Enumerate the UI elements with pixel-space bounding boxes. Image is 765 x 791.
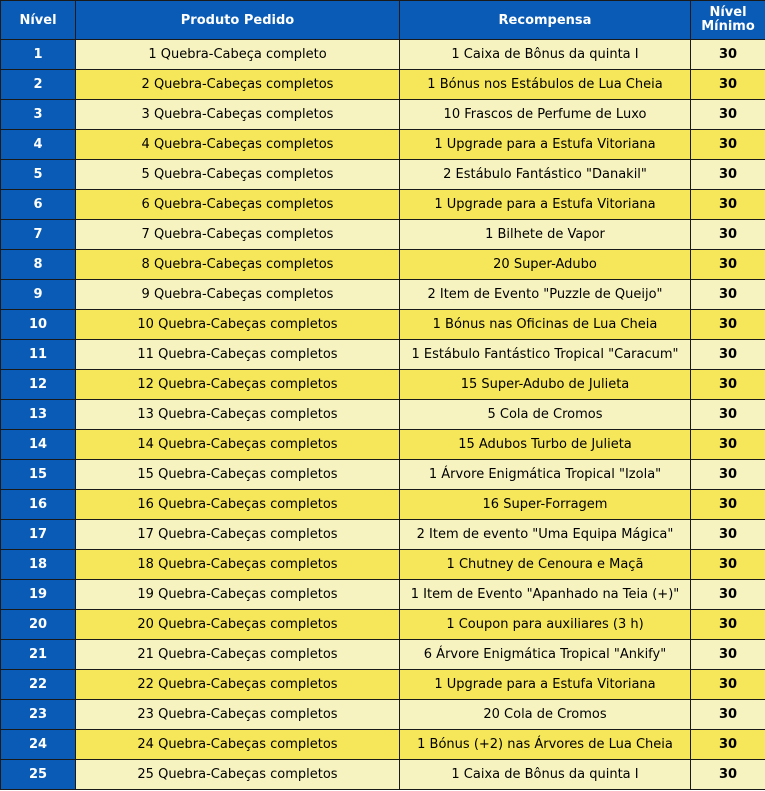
recompensa-cell: 2 Item de evento "Uma Equipa Mágica": [400, 520, 691, 550]
table-row: [1, 730, 765, 760]
table-row: [1, 370, 765, 400]
table-row: [1, 250, 765, 280]
nivel-cell: 7: [1, 220, 76, 250]
recompensa-cell: 1 Chutney de Cenoura e Maçã: [400, 550, 691, 580]
nivel-minimo-cell: 30: [691, 190, 765, 220]
nivel-minimo-cell: 30: [691, 40, 765, 70]
recompensa-cell: 1 Bilhete de Vapor: [400, 220, 691, 250]
nivel-minimo-cell: 30: [691, 160, 765, 190]
nivel-minimo-cell: 30: [691, 70, 765, 100]
table-row: [1, 550, 765, 580]
nivel-cell: 11: [1, 340, 76, 370]
table-row: [1, 160, 765, 190]
nivel-cell: 5: [1, 160, 76, 190]
header-nivel-minimo: [691, 1, 765, 40]
header-row: [1, 1, 765, 40]
produto-cell: 17 Quebra-Cabeças completos: [76, 520, 400, 550]
recompensa-cell: 10 Frascos de Perfume de Luxo: [400, 100, 691, 130]
nivel-minimo-cell: 30: [691, 340, 765, 370]
nivel-cell: 22: [1, 670, 76, 700]
produto-cell: 2 Quebra-Cabeças completos: [76, 70, 400, 100]
recompensa-cell: 1 Upgrade para a Estufa Vitoriana: [400, 190, 691, 220]
recompensa-cell: 2 Estábulo Fantástico "Danakil": [400, 160, 691, 190]
produto-cell: 16 Quebra-Cabeças completos: [76, 490, 400, 520]
nivel-minimo-cell: 30: [691, 580, 765, 610]
table-row: [1, 220, 765, 250]
recompensa-cell: 5 Cola de Cromos: [400, 400, 691, 430]
nivel-cell: 13: [1, 400, 76, 430]
produto-cell: 6 Quebra-Cabeças completos: [76, 190, 400, 220]
produto-cell: 21 Quebra-Cabeças completos: [76, 640, 400, 670]
nivel-minimo-cell: 30: [691, 670, 765, 700]
recompensa-cell: 16 Super-Forragem: [400, 490, 691, 520]
recompensa-cell: 1 Bónus nos Estábulos de Lua Cheia: [400, 70, 691, 100]
produto-cell: 25 Quebra-Cabeças completos: [76, 760, 400, 790]
header-nivel-minimo-line1: Nível: [709, 5, 747, 20]
nivel-minimo-cell: 30: [691, 310, 765, 340]
table-row: [1, 430, 765, 460]
table-row: [1, 310, 765, 340]
produto-cell: 20 Quebra-Cabeças completos: [76, 610, 400, 640]
nivel-cell: 15: [1, 460, 76, 490]
nivel-cell: 12: [1, 370, 76, 400]
table-body: [1, 40, 765, 790]
nivel-cell: 1: [1, 40, 76, 70]
nivel-minimo-cell: 30: [691, 220, 765, 250]
recompensa-cell: 1 Árvore Enigmática Tropical "Izola": [400, 460, 691, 490]
recompensa-cell: 6 Árvore Enigmática Tropical "Ankify": [400, 640, 691, 670]
nivel-minimo-cell: 30: [691, 100, 765, 130]
header-produto-pedido: Produto Pedido: [76, 1, 400, 40]
nivel-minimo-cell: 30: [691, 640, 765, 670]
header-recompensa: Recompensa: [400, 1, 691, 40]
header-nivel: Nível: [1, 1, 76, 40]
produto-cell: 24 Quebra-Cabeças completos: [76, 730, 400, 760]
table-row: [1, 100, 765, 130]
nivel-cell: 24: [1, 730, 76, 760]
produto-cell: 11 Quebra-Cabeças completos: [76, 340, 400, 370]
header-nivel-minimo-line2: Mínimo: [701, 19, 755, 34]
produto-cell: 22 Quebra-Cabeças completos: [76, 670, 400, 700]
table-row: [1, 640, 765, 670]
nivel-minimo-cell: 30: [691, 700, 765, 730]
recompensa-cell: 1 Upgrade para a Estufa Vitoriana: [400, 670, 691, 700]
nivel-cell: 9: [1, 280, 76, 310]
table-row: [1, 760, 765, 790]
produto-cell: 5 Quebra-Cabeças completos: [76, 160, 400, 190]
table-row: [1, 700, 765, 730]
nivel-cell: 20: [1, 610, 76, 640]
nivel-minimo-cell: 30: [691, 280, 765, 310]
produto-cell: 7 Quebra-Cabeças completos: [76, 220, 400, 250]
recompensa-cell: 1 Caixa de Bônus da quinta I: [400, 40, 691, 70]
nivel-minimo-cell: 30: [691, 550, 765, 580]
nivel-cell: 3: [1, 100, 76, 130]
nivel-cell: 25: [1, 760, 76, 790]
produto-cell: 12 Quebra-Cabeças completos: [76, 370, 400, 400]
table-row: [1, 280, 765, 310]
nivel-minimo-cell: 30: [691, 370, 765, 400]
nivel-cell: 21: [1, 640, 76, 670]
table-row: [1, 400, 765, 430]
nivel-cell: 6: [1, 190, 76, 220]
nivel-cell: 17: [1, 520, 76, 550]
recompensa-cell: 20 Super-Adubo: [400, 250, 691, 280]
table-row: [1, 340, 765, 370]
nivel-minimo-cell: 30: [691, 430, 765, 460]
recompensa-cell: 1 Estábulo Fantástico Tropical "Caracum": [400, 340, 691, 370]
produto-cell: 19 Quebra-Cabeças completos: [76, 580, 400, 610]
recompensa-cell: 20 Cola de Cromos: [400, 700, 691, 730]
nivel-cell: 18: [1, 550, 76, 580]
nivel-cell: 4: [1, 130, 76, 160]
table-row: [1, 460, 765, 490]
recompensa-cell: 15 Adubos Turbo de Julieta: [400, 430, 691, 460]
recompensa-cell: 1 Bónus nas Oficinas de Lua Cheia: [400, 310, 691, 340]
produto-cell: 4 Quebra-Cabeças completos: [76, 130, 400, 160]
recompensa-cell: 1 Caixa de Bônus da quinta I: [400, 760, 691, 790]
recompensa-cell: 1 Item de Evento "Apanhado na Teia (+)": [400, 580, 691, 610]
table-row: [1, 610, 765, 640]
produto-cell: 18 Quebra-Cabeças completos: [76, 550, 400, 580]
nivel-minimo-cell: 30: [691, 400, 765, 430]
nivel-minimo-cell: 30: [691, 520, 765, 550]
nivel-minimo-cell: 30: [691, 730, 765, 760]
table-row: [1, 40, 765, 70]
nivel-minimo-cell: 30: [691, 490, 765, 520]
produto-cell: 14 Quebra-Cabeças completos: [76, 430, 400, 460]
nivel-minimo-cell: 30: [691, 250, 765, 280]
produto-cell: 9 Quebra-Cabeças completos: [76, 280, 400, 310]
nivel-cell: 23: [1, 700, 76, 730]
table-row: [1, 670, 765, 700]
nivel-cell: 14: [1, 430, 76, 460]
table-row: [1, 490, 765, 520]
table-row: [1, 580, 765, 610]
nivel-minimo-cell: 30: [691, 610, 765, 640]
produto-cell: 23 Quebra-Cabeças completos: [76, 700, 400, 730]
table-row: [1, 520, 765, 550]
recompensa-cell: 2 Item de Evento "Puzzle de Queijo": [400, 280, 691, 310]
nivel-minimo-cell: 30: [691, 460, 765, 490]
nivel-cell: 8: [1, 250, 76, 280]
nivel-cell: 16: [1, 490, 76, 520]
table-row: [1, 190, 765, 220]
produto-cell: 3 Quebra-Cabeças completos: [76, 100, 400, 130]
nivel-cell: 10: [1, 310, 76, 340]
recompensa-cell: 1 Bónus (+2) nas Árvores de Lua Cheia: [400, 730, 691, 760]
produto-cell: 15 Quebra-Cabeças completos: [76, 460, 400, 490]
nivel-minimo-cell: 30: [691, 760, 765, 790]
produto-cell: 13 Quebra-Cabeças completos: [76, 400, 400, 430]
nivel-minimo-cell: 30: [691, 130, 765, 160]
produto-cell: 1 Quebra-Cabeça completo: [76, 40, 400, 70]
table-row: [1, 130, 765, 160]
nivel-cell: 19: [1, 580, 76, 610]
table-row: [1, 70, 765, 100]
nivel-cell: 2: [1, 70, 76, 100]
produto-cell: 8 Quebra-Cabeças completos: [76, 250, 400, 280]
recompensa-cell: 1 Coupon para auxiliares (3 h): [400, 610, 691, 640]
produto-cell: 10 Quebra-Cabeças completos: [76, 310, 400, 340]
recompensa-cell: 15 Super-Adubo de Julieta: [400, 370, 691, 400]
recompensa-cell: 1 Upgrade para a Estufa Vitoriana: [400, 130, 691, 160]
